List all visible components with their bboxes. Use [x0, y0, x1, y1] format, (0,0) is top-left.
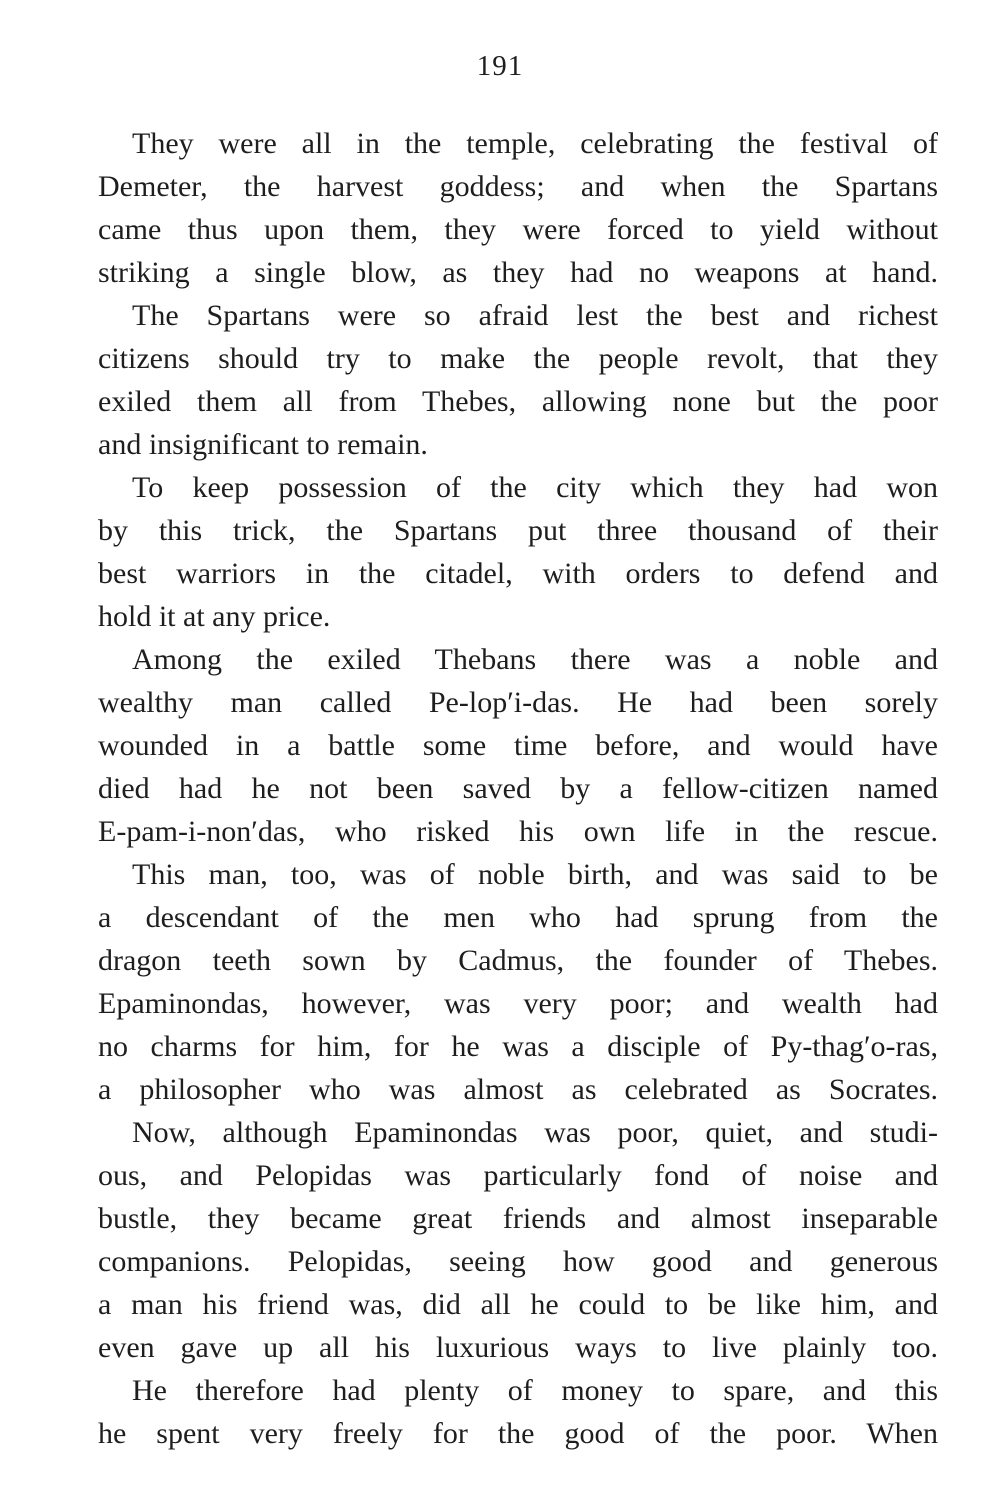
text-line: he spent very freely for the good of the poor. When [98, 1417, 938, 1450]
text-line: hold it at any price. [98, 600, 331, 633]
paragraph [98, 466, 938, 638]
text-line: Among the exiled Thebans there was a noble and [132, 643, 938, 676]
text-line: E-pam-i-non′das, who risked his own life in the rescue. [98, 815, 938, 848]
text-line: bustle, they became great friends and almost inseparable [98, 1202, 938, 1235]
text-line: This man, too, was of noble birth, and was said to be [132, 858, 938, 891]
page-number: 191 [476, 50, 524, 82]
text-line: wealthy man called Pe-lop′i-das. He had been sorely [98, 686, 938, 719]
text-line: companions. Pelopidas, seeing how good and generous [98, 1245, 938, 1278]
text-line: He therefore had plenty of money to spare, and this [132, 1374, 938, 1407]
text-line: by this trick, the Spartans put three thousand of their [98, 514, 938, 547]
body-text [98, 122, 938, 1455]
text-line: Epaminondas, however, was very poor; and wealth had [98, 987, 938, 1020]
text-line: Demeter, the harvest goddess; and when the Spartans [98, 170, 938, 203]
text-line: striking a single blow, as they had no weapons at hand. [98, 256, 938, 289]
paragraph [98, 1369, 938, 1455]
text-line: died had he not been saved by a fellow-citizen named [98, 772, 938, 805]
text-line: came thus upon them, they were forced to yield without [98, 213, 938, 246]
text-line: and insignificant to remain. [98, 428, 428, 461]
paragraph [98, 1111, 938, 1369]
text-line: citizens should try to make the people revolt, that they [98, 342, 938, 375]
text-line: Now, although Epaminondas was poor, quiet, and studi- [132, 1116, 938, 1149]
text-line: a philosopher who was almost as celebrated as Socrates. [98, 1073, 938, 1106]
text-line: To keep possession of the city which they had won [132, 471, 938, 504]
text-line: exiled them all from Thebes, allowing none but the poor [98, 385, 938, 418]
text-line: no charms for him, for he was a disciple of Py-thag′o-ras, [98, 1030, 938, 1063]
paragraph [98, 294, 938, 466]
paragraph [98, 853, 938, 1111]
text-line: dragon teeth sown by Cadmus, the founder of Thebes. [98, 944, 938, 977]
text-line: a man his friend was, did all he could to be like him, and [98, 1288, 938, 1321]
text-line: a descendant of the men who had sprung from the [98, 901, 938, 934]
text-line: The Spartans were so afraid lest the best and richest [132, 299, 938, 332]
text-line: even gave up all his luxurious ways to live plainly too. [98, 1331, 938, 1364]
text-line: ous, and Pelopidas was particularly fond of noise and [98, 1159, 938, 1192]
text-line: wounded in a battle some time before, and would have [98, 729, 938, 762]
paragraph [98, 122, 938, 294]
text-line: best warriors in the citadel, with orders to defend and [98, 557, 938, 590]
text-line: They were all in the temple, celebrating the festival of [132, 127, 938, 160]
paragraph [98, 638, 938, 853]
